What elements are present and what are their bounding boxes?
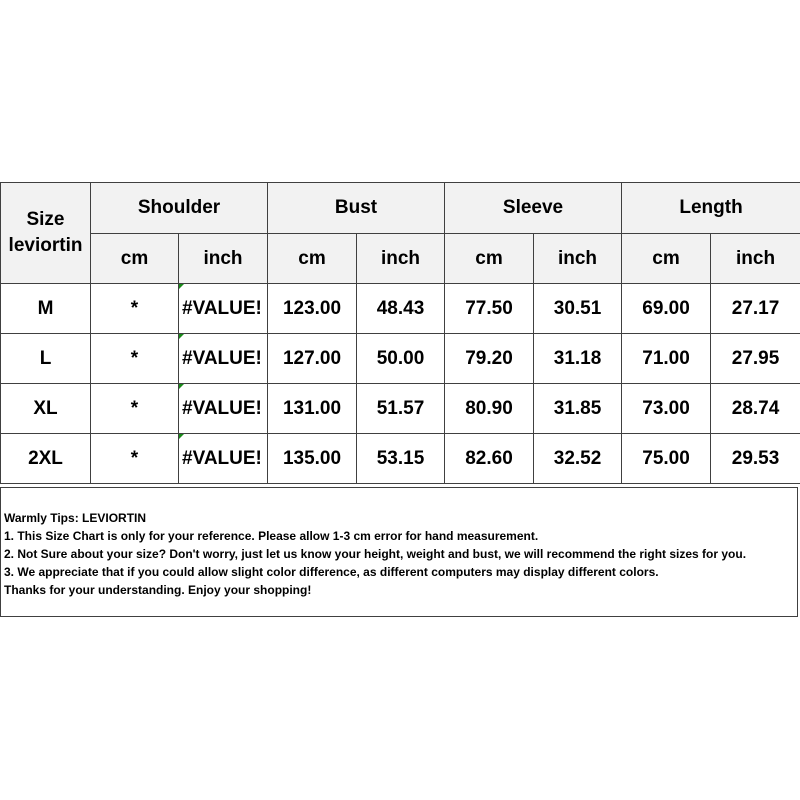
- size-label: XL: [1, 384, 91, 434]
- table-cell: 29.53: [711, 434, 800, 484]
- unit-header: inch: [357, 234, 445, 284]
- unit-header: inch: [711, 234, 800, 284]
- size-header-line-2: leviortin: [8, 235, 83, 256]
- unit-header: inch: [179, 234, 268, 284]
- table-cell: 27.17: [711, 284, 800, 334]
- table-cell: 50.00: [357, 334, 445, 384]
- size-label: 2XL: [1, 434, 91, 484]
- table-cell: 82.60: [445, 434, 534, 484]
- table-cell: 48.43: [357, 284, 445, 334]
- size-label: L: [1, 334, 91, 384]
- size-header-line-1: Size: [26, 209, 65, 230]
- table-cell: 69.00: [622, 284, 711, 334]
- error-flag-icon: [179, 284, 184, 289]
- tips-line: 3. We appreciate that if you could allow slight color difference, as different computers may display different colors.: [4, 565, 659, 579]
- table-row: [1, 384, 800, 434]
- group-header-bust: Bust: [268, 183, 445, 234]
- table-cell: 73.00: [622, 384, 711, 434]
- table-row: [1, 284, 800, 334]
- cell-text: #VALUE!: [182, 297, 262, 319]
- tips-title: Warmly Tips: LEVIORTIN: [4, 511, 147, 525]
- table-row: [1, 334, 800, 384]
- table-cell: 123.00: [268, 284, 357, 334]
- unit-header: inch: [534, 234, 622, 284]
- table-cell: *: [91, 384, 179, 434]
- group-header-shoulder: Shoulder: [91, 183, 268, 234]
- unit-header: cm: [268, 234, 357, 284]
- size-label: M: [1, 284, 91, 334]
- error-flag-icon: [179, 384, 184, 389]
- table-cell: 77.50: [445, 284, 534, 334]
- unit-header: cm: [445, 234, 534, 284]
- table-cell: 79.20: [445, 334, 534, 384]
- error-cell: [179, 434, 268, 484]
- error-cell: [179, 384, 268, 434]
- error-flag-icon: [179, 334, 184, 339]
- table-cell: 80.90: [445, 384, 534, 434]
- table-cell: *: [91, 434, 179, 484]
- table-row: [1, 434, 800, 484]
- unit-header: cm: [622, 234, 711, 284]
- table-cell: 31.18: [534, 334, 622, 384]
- table-cell: 28.74: [711, 384, 800, 434]
- table-cell: 127.00: [268, 334, 357, 384]
- error-cell: [179, 334, 268, 384]
- table-cell: *: [91, 284, 179, 334]
- tips-line: 2. Not Sure about your size? Don't worry, just let us know your height, weight and bust, we will recommend the right sizes for you.: [4, 547, 747, 561]
- group-header-sleeve: Sleeve: [445, 183, 622, 234]
- cell-text: #VALUE!: [182, 397, 262, 419]
- table-cell: *: [91, 334, 179, 384]
- table-cell: 53.15: [357, 434, 445, 484]
- size-column-header: [1, 183, 91, 284]
- error-flag-icon: [179, 434, 184, 439]
- tips-line: Thanks for your understanding. Enjoy your shopping!: [4, 583, 312, 597]
- cell-text: #VALUE!: [182, 447, 262, 469]
- table-cell: 30.51: [534, 284, 622, 334]
- table-cell: 135.00: [268, 434, 357, 484]
- table-cell: 71.00: [622, 334, 711, 384]
- tips-box: [0, 487, 798, 617]
- tips-line: 1. This Size Chart is only for your reference. Please allow 1-3 cm error for hand measurement.: [4, 529, 539, 543]
- table-cell: 75.00: [622, 434, 711, 484]
- cell-text: #VALUE!: [182, 347, 262, 369]
- size-chart-table: [0, 182, 800, 484]
- table-cell: 27.95: [711, 334, 800, 384]
- table-cell: 31.85: [534, 384, 622, 434]
- group-header-length: Length: [622, 183, 800, 234]
- error-cell: [179, 284, 268, 334]
- unit-header: cm: [91, 234, 179, 284]
- table-cell: 51.57: [357, 384, 445, 434]
- table-cell: 32.52: [534, 434, 622, 484]
- table-cell: 131.00: [268, 384, 357, 434]
